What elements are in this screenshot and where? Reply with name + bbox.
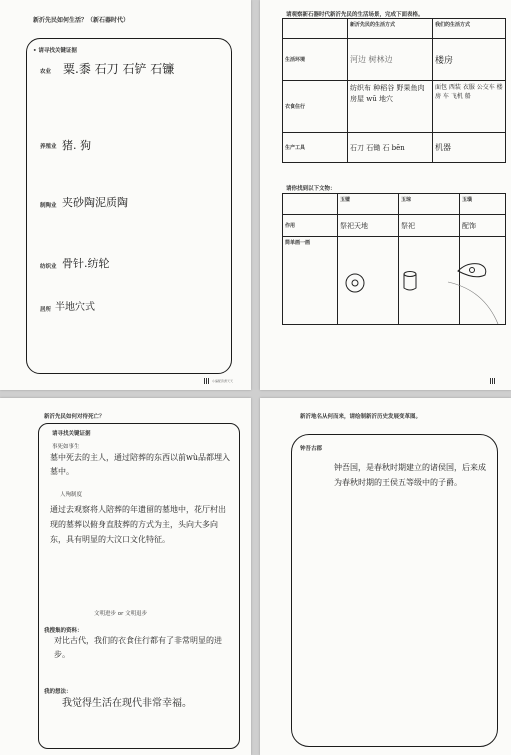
table-cell: 面包 西装 衣服 公交车 楼房 车 飞机 船 <box>433 81 506 133</box>
row-label: 简单画一画 <box>283 237 338 325</box>
answer-opinion: 我觉得生活在现代非常幸福。 <box>62 698 192 709</box>
answer-zhongwu: 钟吾国，是春秋时期建立的诸侯国，后来成为春秋时期的王侯五等级中的子爵。 <box>334 463 486 487</box>
row-label: 衣食住行 <box>283 81 348 133</box>
row-label: 生产工具 <box>283 133 348 163</box>
prompt-opinion: 我的想法： <box>44 689 72 695</box>
answer-materials: 对比古代，我们的衣食住行都有了非常明显的进步。 <box>54 636 222 659</box>
row-label-pottery: 制陶业 <box>40 203 57 209</box>
row-label-dwelling: 居所 <box>40 307 52 313</box>
table-header-cell: 玉璧 <box>338 194 399 215</box>
jade-cong-sketch-icon <box>398 268 422 294</box>
table-header-cell: 新沂先民的生活方式 <box>348 19 433 39</box>
lifestyle-comparison-table <box>282 18 506 163</box>
table-cell: 配饰 <box>460 215 506 237</box>
table-cell: 祭祀 <box>399 215 460 237</box>
table-header-cell: 我们的生活方式 <box>433 19 506 39</box>
answer-agriculture: 粟.黍 石刀 石铲 石镰 <box>63 62 175 76</box>
row-label-agriculture: 农业 <box>40 69 52 75</box>
brand-watermark: 小编配资源天天 <box>212 379 234 383</box>
qr-code-icon <box>490 378 496 384</box>
row-label-textile: 纺织业 <box>40 264 57 270</box>
subheading-civilization: 文明进步 or 文明退步 <box>94 611 148 617</box>
qr-code-icon <box>204 378 210 384</box>
answer-funeral: 墓中死去的主人，通过陪葬的东西以前wù品都埋入墓中。 <box>50 453 230 476</box>
answer-human-sacrifice: 通过去观察将人陪葬的年遗留的墓地中，花厅村出现的墓葬以俯身直肢葬的方式为主，头向大多向东，具有明显的大汶口文化特征。 <box>50 505 226 544</box>
row-label: 作用 <box>283 215 338 237</box>
worksheet-page-2 <box>260 0 511 390</box>
table-cell: 祭祀天地 <box>338 215 399 237</box>
jade-bi-sketch-icon <box>340 268 370 298</box>
table-cell: 机器 <box>433 133 506 163</box>
page-title: 请观察新石器时代新沂先民的生活场景，完成下面表格。 <box>286 12 424 18</box>
table-header-cell: 玉琮 <box>399 194 460 215</box>
table-header-cell: 玉璜 <box>460 194 506 215</box>
table-header-cell <box>283 19 348 39</box>
page-title: 新沂先民如何对待死亡？ <box>44 414 105 420</box>
subheading-funeral: 事死如事生 <box>52 444 80 450</box>
section-heading: 钟吾古郡 <box>300 446 323 452</box>
section-subtitle: 请你找到以下文物： <box>286 186 336 192</box>
table-cell: 纺织布 种稻谷 野果鱼肉 房屋 wū 地穴 <box>348 81 433 133</box>
table-cell: 楼房 <box>433 39 506 81</box>
table-header-cell <box>283 194 338 215</box>
subheading-human-sacrifice: 人殉制度 <box>60 492 83 498</box>
row-label-husbandry: 养殖业 <box>40 144 57 150</box>
answer-pottery: 夹砂陶泥质陶 <box>62 196 128 209</box>
table-cell: 石刀 石锄 石 bēn <box>348 133 433 163</box>
pencil-arc-sketch-icon <box>444 280 504 338</box>
answer-textile: 骨针.纺轮 <box>62 257 110 270</box>
worksheet-page-3 <box>0 398 251 755</box>
worksheet-page-4 <box>260 398 511 755</box>
section-heading: 请寻找关键证据 <box>52 431 91 437</box>
section-heading: • 请寻找关键证据 <box>33 48 77 54</box>
page-title: 新沂先民如何生活？（新石器时代） <box>33 17 130 24</box>
answer-dwelling: 半地穴式 <box>55 302 95 313</box>
worksheet-page-1 <box>0 0 251 390</box>
page-title: 新沂地名从何而来，请绘制新沂历史发展变革图。 <box>300 414 422 420</box>
prompt-materials: 我搜集的资料： <box>44 628 83 634</box>
row-label: 生活环境 <box>283 39 348 81</box>
table-cell: 河边 树林边 <box>348 39 433 81</box>
answer-husbandry: 猪. 狗 <box>62 139 91 152</box>
